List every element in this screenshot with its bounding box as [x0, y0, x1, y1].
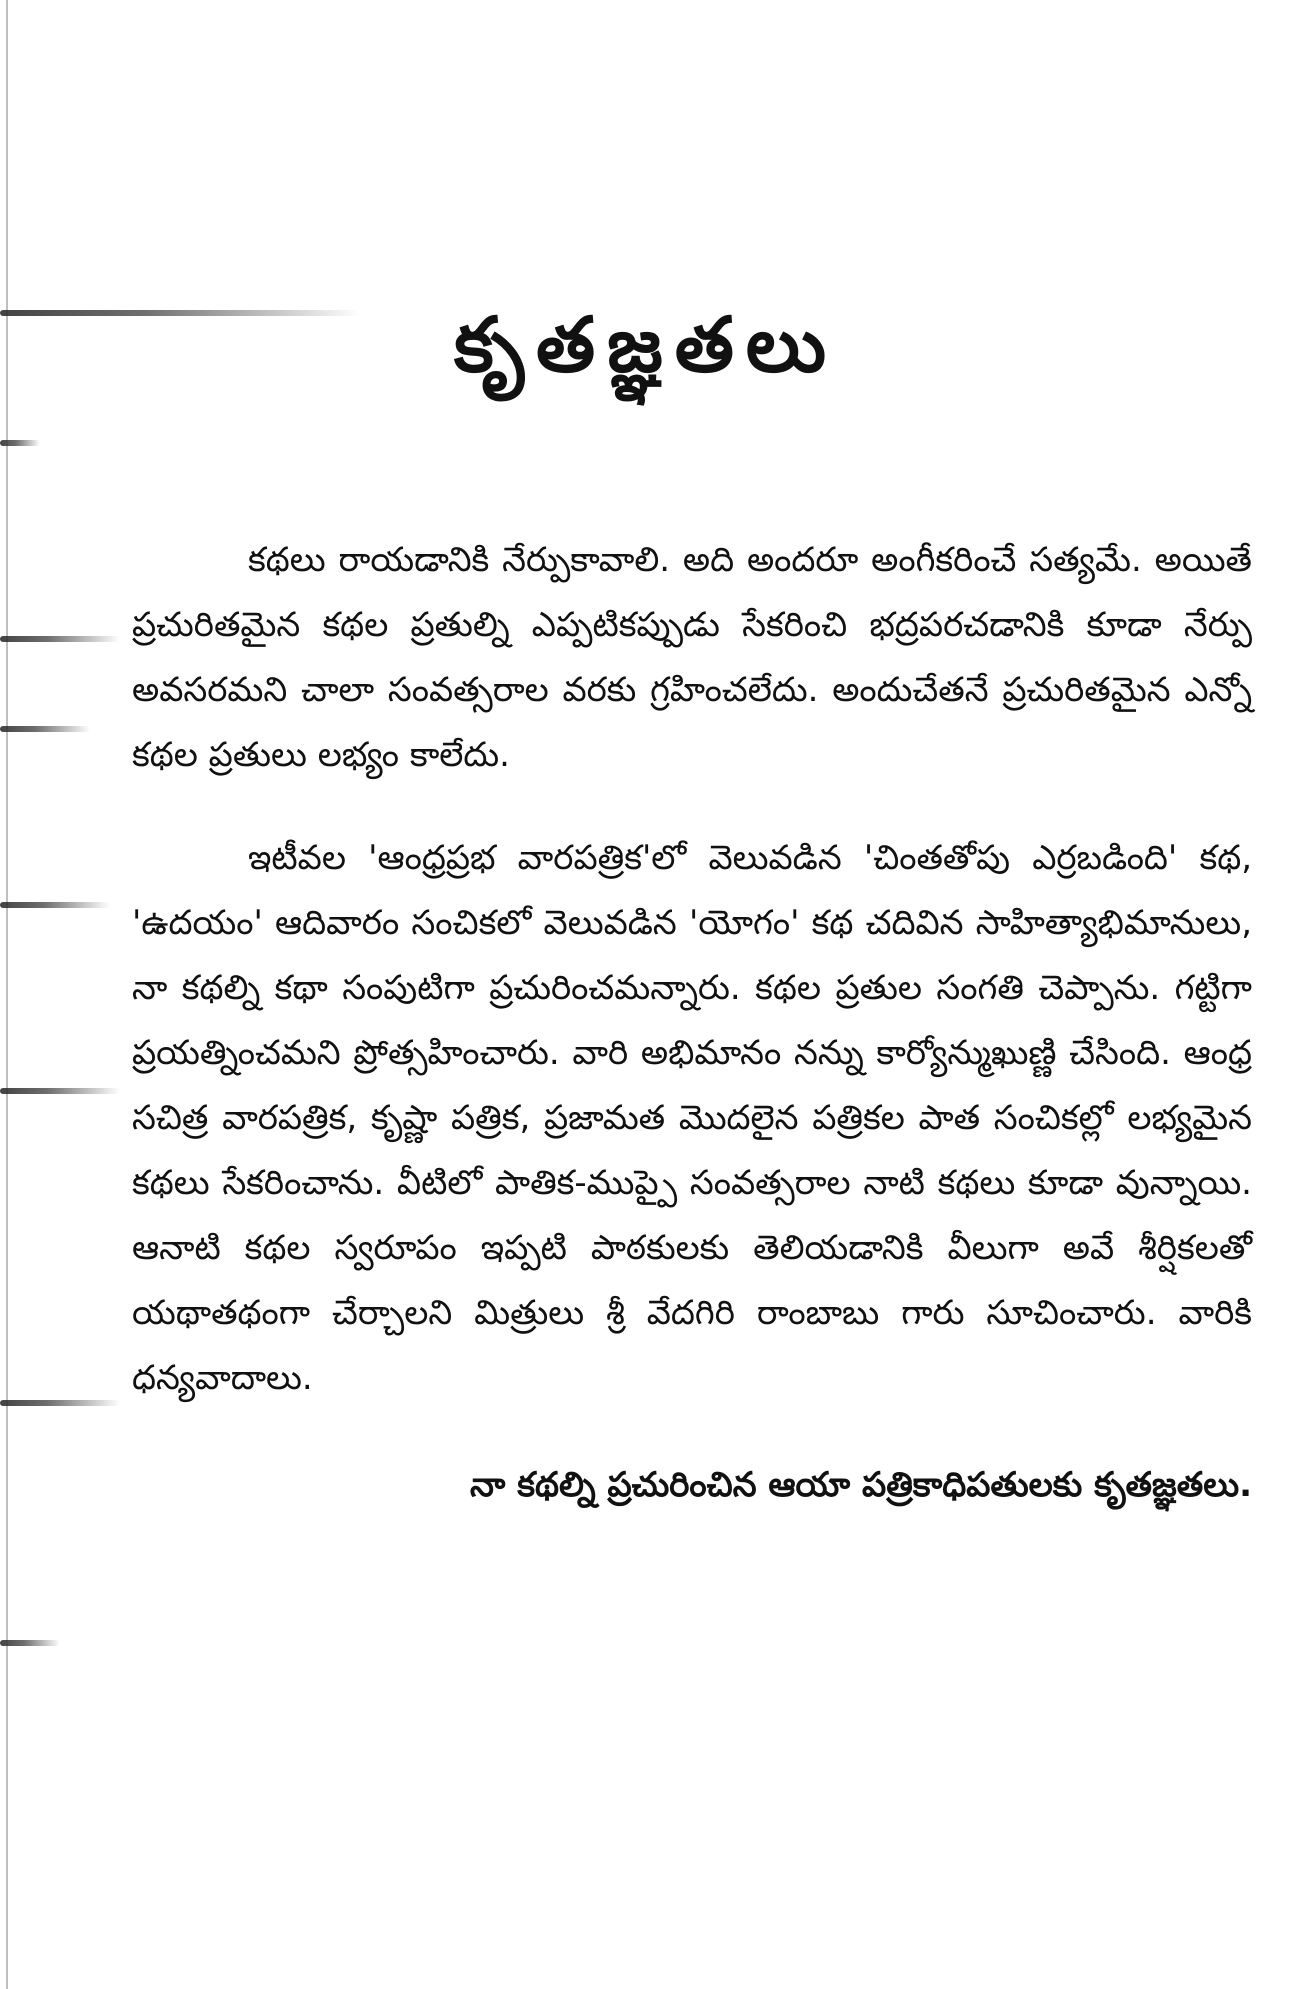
scan-artifact — [0, 1400, 120, 1406]
scan-artifact — [0, 902, 110, 908]
scan-artifact — [0, 440, 40, 446]
scan-artifact — [0, 1088, 120, 1094]
body-text — [132, 528, 1252, 1556]
scan-artifact — [0, 1640, 60, 1646]
page-title: కృతజ్ఞతలు — [453, 300, 839, 389]
paragraph-2: ఇటీవల 'ఆంధ్రప్రభ వారపత్రిక'లో వెలువడిన 'చింతతోపు ఎర్రబడింది' కథ, 'ఉదయం' ఆదివారం సంచికలో వెలువడిన 'యోగం' కథ చదివిన సాహిత్యాభిమానులు, నా కథల్ని కథా సంపుటిగా ప్రచురించమన్నారు. కథల ప్రతుల సంగతి చెప్పాను. గట్టిగా ప్రయత్నించమని ప్రోత్సహించారు. వారి అభిమానం నన్ను కార్యోన్ముఖుణ్ణి చేసింది. ఆంధ్ర సచిత్ర వారపత్రిక, కృష్ణా పత్రిక, ప్రజామత మొదలైన పత్రికల పాత సంచికల్లో లభ్యమైన కథలు సేకరించాను. వీటిలో పాతిక-ముప్పై సంవత్సరాల నాటి కథలు కూడా వున్నాయి. ఆనాటి కథల స్వరూపం ఇప్పటి పాఠకులకు తెలియడానికి వీలుగా అవే శీర్షికలతో యథాతథంగా చేర్చాలని మిత్రులు శ్రీ వేదగిరి రాంబాబు గారు సూచించారు. వారికి ధన్యవాదాలు. — [132, 838, 1252, 1398]
scan-edge-line — [6, 0, 8, 1989]
paragraph-1: కథలు రాయడానికి నేర్పుకావాలి. అది అందరూ అంగీకరించే సత్యమే. అయితే ప్రచురితమైన కథల ప్రతుల్ని ఎప్పటికప్పుడు సేకరించి భద్రపరచడానికి కూడా నేర్పు అవసరమని చాలా సంవత్సరాల వరకు గ్రహించలేదు. అందుచేతనే ప్రచురితమైన ఎన్నో కథల ప్రతులు లభ్యం కాలేదు. — [132, 540, 1252, 775]
scan-artifact — [0, 726, 90, 732]
closing-line: నా కథల్ని ప్రచురించిన ఆయా పత్రికాధిపతులకు కృతజ్ఞతలు. — [470, 1465, 1252, 1505]
scan-artifact — [0, 636, 120, 642]
